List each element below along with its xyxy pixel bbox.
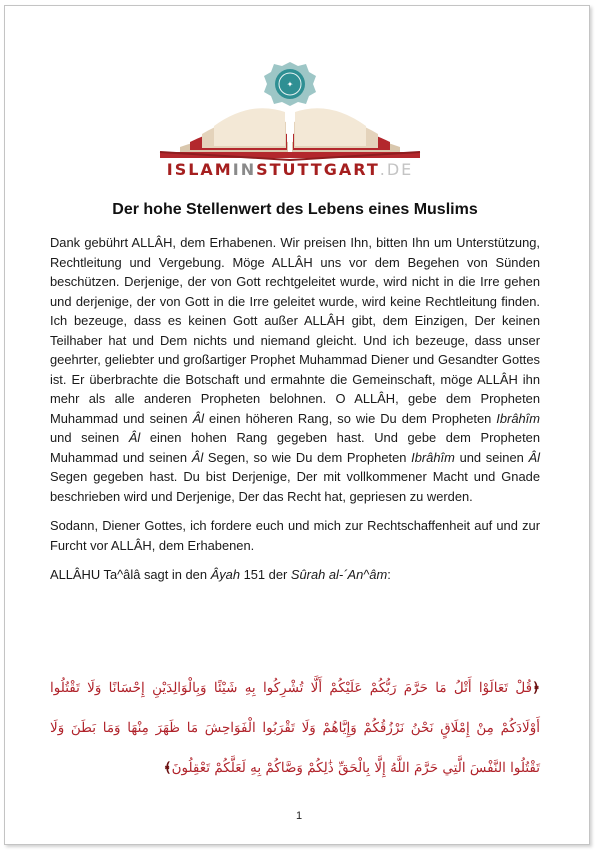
emblem-icon — [264, 62, 316, 106]
brand-part-islam: ISLAM — [166, 160, 233, 179]
brand-wordmark — [120, 160, 460, 179]
text-run: und seinen — [454, 449, 529, 465]
verse-text: قُلْ تَعَالَوْا أَتْلُ مَا حَرَّمَ رَبُّكُمْ عَلَيْكُمْ أَلَّا تُشْرِكُوا بِهِ شَيْئًا وَبِالْوَالِدَيْنِ إِحْسَانًا وَلَا تَقْتُلُوا أَوْلَادَكُمْ مِنْ إِمْلَاقٍ نَحْنُ نَرْزُقُكُمْ وَإِيَّاهُمْ وَلَا تَقْرَبُوا الْفَوَاحِشَ مَا ظَهَرَ مِنْهَا وَمَا بَطَنَ وَلَا تَقْتُلُوا النَّفْسَ الَّتِي حَرَّمَ اللَّهُ إِلَّا بِالْحَقِّ ذَٰلِكُمْ وَصَّاكُمْ بِهِ لَعَلَّكُمْ تَعْقِلُونَ — [50, 680, 540, 776]
italic-term: Ibrâhîm — [411, 449, 455, 465]
page-number: 1 — [295, 810, 303, 822]
verse-open-bracket: ﴿ — [532, 680, 540, 696]
italic-term: Âl — [528, 449, 540, 465]
text-run: Dank gebührt ALLÂH, dem Erhabenen. Wir preisen Ihn, bitten Ihn um Unterstützung, Rechtleitung und Vergebung. Möge ALLÂH uns vor dem Begehen von Sünden beschützen. Derjenige, der von Gott rechtgeleitet wurde, wird nicht in die Irre gehen und derjenige, der von Gott in die Irre geleitet wurde, wird keine Rechtleitung finden. Ich bezeuge, dass es keinen Gott außer ALLÂH gibt, dem Einzigen, Der keinen Teilhaber hat und Dem nichts und niemand gleicht. Und ich bezeuge, dass unser geehrter, geliebter und großartiger Prophet Muhammad Diener und Gesandter Gottes ist. Er überbrachte die Botschaft und ermahnte die Gemeinschaft, möge ALLÂH ihn mehr als alle anderen Propheten belohnen. O ALLÂH, gebe dem Propheten Muhammad und seinen — [50, 235, 540, 426]
brand-part-in: IN — [232, 160, 257, 179]
italic-term: Sûrah al-´An^âm — [290, 567, 388, 582]
svg-text:✦: ✦ — [286, 80, 294, 89]
paragraph-1 — [50, 233, 540, 506]
italic-term: Âyah — [210, 567, 240, 582]
italic-term: Ibrâhîm — [496, 410, 540, 426]
text-run: : — [387, 567, 391, 582]
italic-term: Âl — [191, 449, 204, 465]
text-run: Segen, so wie Du dem Propheten — [203, 449, 412, 465]
document-body — [50, 233, 540, 595]
text-run: 151 der — [240, 567, 291, 582]
verse-close-bracket: ﴾ — [163, 760, 172, 776]
brand-part-domain: .DE — [379, 160, 414, 179]
quran-verse — [50, 668, 540, 788]
brand-part-stuttgart: STUTTGART — [256, 160, 380, 179]
text-run: einen hohen Rang gegeben hast. Und gebe dem Propheten Muhammad und seinen — [50, 430, 540, 465]
paragraph-2: Sodann, Diener Gottes, ich fordere euch und mich zur Rechtschaffenheit auf und zur Furcht vor ALLÂH, dem Erhabenen. — [50, 518, 540, 553]
italic-term: Âl — [128, 430, 141, 445]
italic-term: Âl — [192, 410, 205, 426]
text-run: einen höheren Rang, so wie Du dem Propheten — [204, 410, 497, 426]
text-run: Segen gegeben hast. Du bist Derjenige, Der mit vollkommener Macht und Gnade beschrieben wird und Derjenige, Der das Recht hat, gepriesen zu werden. — [50, 469, 540, 504]
text-run: und seinen — [50, 430, 129, 445]
quran-intro — [50, 565, 540, 585]
document-title: Der hohe Stellenwert des Lebens eines Muslims — [112, 201, 478, 218]
text-run: ALLÂHU Ta^âlâ sagt in den — [50, 567, 211, 582]
